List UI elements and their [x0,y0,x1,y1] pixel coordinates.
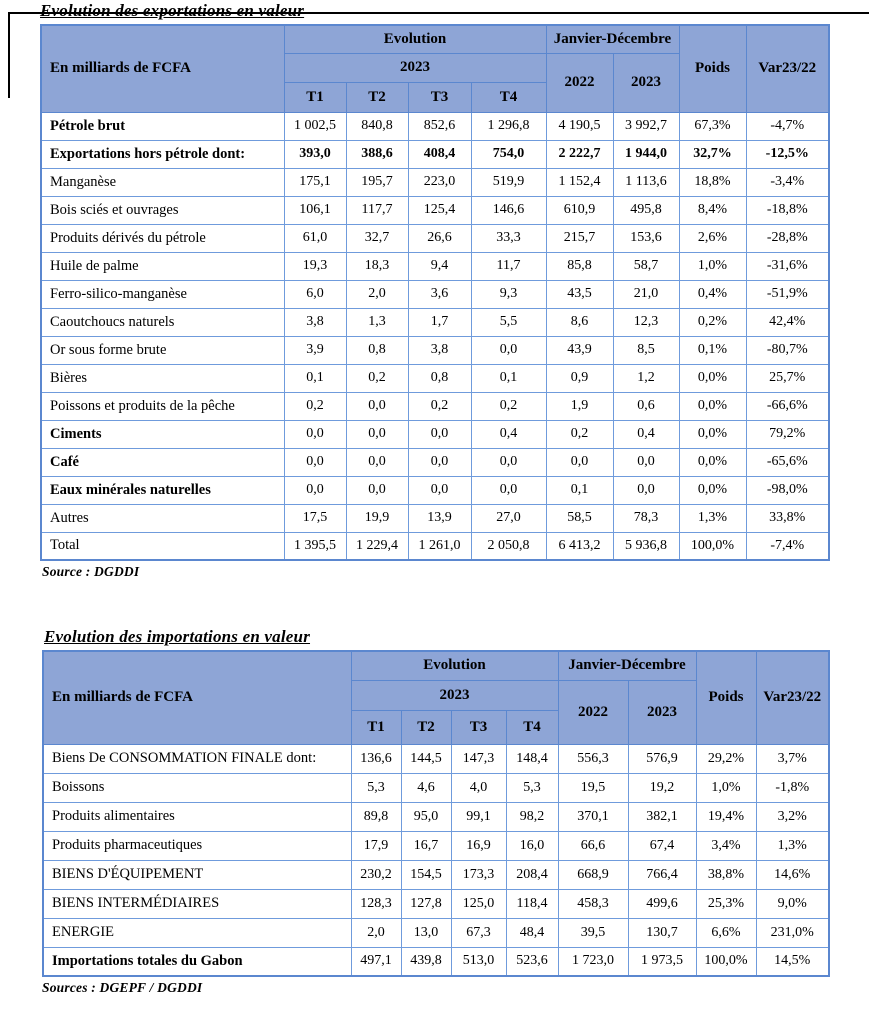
col-header-2023: 2023 [628,680,696,744]
cell-value: 0,1% [679,336,746,364]
cell-value: 388,6 [346,140,408,168]
cell-value: 0,0 [613,448,679,476]
table-row [41,448,829,476]
row-label: ENERGIE [43,918,351,947]
table-row [41,364,829,392]
cell-value: 576,9 [628,744,696,773]
col-header-t2: T2 [346,82,408,112]
cell-value: 0,9 [546,364,613,392]
col-header-year-group: 2023 [284,53,546,82]
cell-value: 67,4 [628,831,696,860]
cell-value: 33,3 [471,224,546,252]
row-label: Autres [41,504,284,532]
cell-value: 136,6 [351,744,401,773]
cell-value: 1,2 [613,364,679,392]
exports-source-note: Source : DGDDI [42,564,140,579]
cell-value: 0,0 [346,420,408,448]
col-header-t1: T1 [284,82,346,112]
cell-value: -7,4% [746,532,829,560]
cell-value: 79,2% [746,420,829,448]
cell-value: 33,8% [746,504,829,532]
cell-value: 408,4 [408,140,471,168]
cell-value: 38,8% [696,860,756,889]
cell-value: 4,6 [401,773,451,802]
row-label: Importations totales du Gabon [43,947,351,976]
row-label: Or sous forme brute [41,336,284,364]
cell-value: 3,9 [284,336,346,364]
cell-value: 19,4% [696,802,756,831]
row-label: Total [41,532,284,560]
cell-value: 17,9 [351,831,401,860]
cell-value: 8,5 [613,336,679,364]
cell-value: 0,0 [346,448,408,476]
col-header-t3: T3 [451,710,506,744]
cell-value: 146,6 [471,196,546,224]
cell-value: 4 190,5 [546,112,613,140]
cell-value: 100,0% [679,532,746,560]
cell-value: 1 944,0 [613,140,679,168]
cell-value: -80,7% [746,336,829,364]
cell-value: 125,4 [408,196,471,224]
cell-value: 6 413,2 [546,532,613,560]
cell-value: 668,9 [558,860,628,889]
cell-value: 21,0 [613,280,679,308]
cell-value: 130,7 [628,918,696,947]
cell-value: 0,6 [613,392,679,420]
cell-value: 215,7 [546,224,613,252]
exports-table-title: Evolution des exportations en valeur [40,1,305,20]
cell-value: 0,1 [546,476,613,504]
row-label: Manganèse [41,168,284,196]
cell-value: 5,3 [351,773,401,802]
cell-value: 2 050,8 [471,532,546,560]
col-header-t4: T4 [471,82,546,112]
cell-value: 0,0 [408,448,471,476]
cell-value: 0,0% [679,392,746,420]
cell-value: 16,9 [451,831,506,860]
cell-value: 0,0 [284,476,346,504]
cell-value: 18,3 [346,252,408,280]
cell-value: 11,7 [471,252,546,280]
exports-table-body [41,112,829,560]
cell-value: 148,4 [506,744,558,773]
row-label: Boissons [43,773,351,802]
col-header-unit: En milliards de FCFA [41,25,284,112]
cell-value: 9,4 [408,252,471,280]
cell-value: 12,3 [613,308,679,336]
table-row [43,802,829,831]
cell-value: 14,5% [756,947,829,976]
cell-value: 61,0 [284,224,346,252]
table-row [43,744,829,773]
cell-value: 58,5 [546,504,613,532]
cell-value: 0,0 [284,420,346,448]
cell-value: 25,7% [746,364,829,392]
cell-value: 1,3% [679,504,746,532]
cell-value: 2,0 [346,280,408,308]
row-label: BIENS INTERMÉDIAIRES [43,889,351,918]
cell-value: 8,6 [546,308,613,336]
cell-value: 5 936,8 [613,532,679,560]
cell-value: 32,7 [346,224,408,252]
cell-value: -18,8% [746,196,829,224]
cell-value: 2,6% [679,224,746,252]
cell-value: 27,0 [471,504,546,532]
row-label: Biens De CONSOMMATION FINALE dont: [43,744,351,773]
table-row [43,860,829,889]
row-label: Produits pharmaceutiques [43,831,351,860]
col-header-t4: T4 [506,710,558,744]
cell-value: 127,8 [401,889,451,918]
col-header-t2: T2 [401,710,451,744]
col-header-poids: Poids [696,651,756,744]
cell-value: -1,8% [756,773,829,802]
row-label: Ciments [41,420,284,448]
table-row [41,196,829,224]
cell-value: 3,2% [756,802,829,831]
cell-value: -4,7% [746,112,829,140]
table-row [41,280,829,308]
col-header-jan-dec: Janvier-Décembre [546,25,679,53]
exports-table-header [41,25,829,112]
cell-value: 497,1 [351,947,401,976]
cell-value: 495,8 [613,196,679,224]
cell-value: 25,3% [696,889,756,918]
cell-value: 0,8 [408,364,471,392]
cell-value: 0,2 [346,364,408,392]
row-label: Bois sciés et ouvrages [41,196,284,224]
cell-value: 3,4% [696,831,756,860]
col-header-var: Var23/22 [756,651,829,744]
cell-value: 3,7% [756,744,829,773]
col-header-2022: 2022 [558,680,628,744]
cell-value: 26,6 [408,224,471,252]
cell-value: 1,0% [696,773,756,802]
cell-value: -65,6% [746,448,829,476]
cell-value: 17,5 [284,504,346,532]
cell-value: 0,0% [679,476,746,504]
table-row [43,947,829,976]
cell-value: 1 002,5 [284,112,346,140]
cell-value: 0,0 [408,420,471,448]
row-label: Poissons et produits de la pêche [41,392,284,420]
cell-value: 16,0 [506,831,558,860]
cell-value: 0,0 [346,392,408,420]
cell-value: 175,1 [284,168,346,196]
cell-value: 9,3 [471,280,546,308]
cell-value: -3,4% [746,168,829,196]
cell-value: 43,5 [546,280,613,308]
row-label: Huile de palme [41,252,284,280]
cell-value: 1 723,0 [558,947,628,976]
cell-value: 3 992,7 [613,112,679,140]
cell-value: 223,0 [408,168,471,196]
cell-value: 393,0 [284,140,346,168]
table-row [43,831,829,860]
cell-value: 66,6 [558,831,628,860]
cell-value: 439,8 [401,947,451,976]
col-header-unit: En milliards de FCFA [43,651,351,744]
cell-value: 19,9 [346,504,408,532]
table-row [41,140,829,168]
cell-value: 5,5 [471,308,546,336]
col-header-2022: 2022 [546,53,613,112]
cell-value: 840,8 [346,112,408,140]
table-row [41,308,829,336]
cell-value: 16,7 [401,831,451,860]
cell-value: 117,7 [346,196,408,224]
cell-value: 0,0 [284,448,346,476]
row-label: Bières [41,364,284,392]
cell-value: 0,0 [408,476,471,504]
cell-value: 513,0 [451,947,506,976]
cell-value: 19,3 [284,252,346,280]
imports-table-title: Evolution des importations en valeur [44,627,311,646]
row-label: Exportations hors pétrole dont: [41,140,284,168]
cell-value: -28,8% [746,224,829,252]
imports-section [0,627,869,996]
table-row [41,420,829,448]
cell-value: 100,0% [696,947,756,976]
col-header-year-group: 2023 [351,680,558,710]
cell-value: 0,4% [679,280,746,308]
cell-value: -66,6% [746,392,829,420]
exports-section [0,1,869,580]
cell-value: 43,9 [546,336,613,364]
cell-value: 58,7 [613,252,679,280]
cell-value: 458,3 [558,889,628,918]
cell-value: 556,3 [558,744,628,773]
row-label: Produits alimentaires [43,802,351,831]
cell-value: 67,3 [451,918,506,947]
cell-value: 0,8 [346,336,408,364]
cell-value: 0,0 [471,476,546,504]
table-row [41,504,829,532]
cell-value: 173,3 [451,860,506,889]
cell-value: 67,3% [679,112,746,140]
cell-value: 19,5 [558,773,628,802]
cell-value: -51,9% [746,280,829,308]
cell-value: 195,7 [346,168,408,196]
col-header-t1: T1 [351,710,401,744]
cell-value: 2,0 [351,918,401,947]
cell-value: 519,9 [471,168,546,196]
col-header-evolution: Evolution [351,651,558,680]
cell-value: 1 113,6 [613,168,679,196]
cell-value: 0,2 [471,392,546,420]
cell-value: 0,2 [546,420,613,448]
cell-value: 0,0 [546,448,613,476]
cell-value: 0,2 [408,392,471,420]
table-row [43,773,829,802]
cell-value: 48,4 [506,918,558,947]
cell-value: 39,5 [558,918,628,947]
cell-value: 1,7 [408,308,471,336]
row-label: Pétrole brut [41,112,284,140]
cell-value: 19,2 [628,773,696,802]
cell-value: 0,1 [284,364,346,392]
row-label: Produits dérivés du pétrole [41,224,284,252]
cell-value: 153,6 [613,224,679,252]
cell-value: 0,0 [471,336,546,364]
cell-value: 85,8 [546,252,613,280]
cell-value: 1 152,4 [546,168,613,196]
cell-value: 610,9 [546,196,613,224]
cell-value: 144,5 [401,744,451,773]
cell-value: 1,3 [346,308,408,336]
row-label: Caoutchoucs naturels [41,308,284,336]
cell-value: 13,0 [401,918,451,947]
exports-table [40,24,830,561]
table-row [43,889,829,918]
cell-value: 14,6% [756,860,829,889]
imports-table-body [43,744,829,976]
cell-value: 754,0 [471,140,546,168]
cell-value: 128,3 [351,889,401,918]
cell-value: 5,3 [506,773,558,802]
cell-value: 231,0% [756,918,829,947]
cell-value: -12,5% [746,140,829,168]
cell-value: 1 261,0 [408,532,471,560]
row-label: Ferro-silico-manganèse [41,280,284,308]
cell-value: 2 222,7 [546,140,613,168]
cell-value: 106,1 [284,196,346,224]
imports-table-header [43,651,829,744]
cell-value: 8,4% [679,196,746,224]
cell-value: 89,8 [351,802,401,831]
col-header-evolution: Evolution [284,25,546,53]
table-row [41,252,829,280]
imports-table [42,650,830,977]
cell-value: 230,2 [351,860,401,889]
cell-value: 766,4 [628,860,696,889]
cell-value: 18,8% [679,168,746,196]
row-label: BIENS D'ÉQUIPEMENT [43,860,351,889]
cell-value: 852,6 [408,112,471,140]
cell-value: 1,3% [756,831,829,860]
table-row [41,392,829,420]
cell-value: 9,0% [756,889,829,918]
row-label: Café [41,448,284,476]
cell-value: 0,2 [284,392,346,420]
cell-value: 29,2% [696,744,756,773]
cell-value: 118,4 [506,889,558,918]
imports-source-note: Sources : DGEPF / DGDDI [42,980,203,995]
col-header-var: Var23/22 [746,25,829,112]
cell-value: 0,1 [471,364,546,392]
table-row [41,168,829,196]
table-row [41,476,829,504]
col-header-2023: 2023 [613,53,679,112]
row-label: Eaux minérales naturelles [41,476,284,504]
cell-value: 0,2% [679,308,746,336]
cell-value: 99,1 [451,802,506,831]
table-row [41,112,829,140]
cell-value: 42,4% [746,308,829,336]
cell-value: 1 229,4 [346,532,408,560]
col-header-poids: Poids [679,25,746,112]
cell-value: 0,0 [346,476,408,504]
cell-value: 1,0% [679,252,746,280]
cell-value: 523,6 [506,947,558,976]
cell-value: 4,0 [451,773,506,802]
cell-value: 0,4 [613,420,679,448]
cell-value: 13,9 [408,504,471,532]
cell-value: 370,1 [558,802,628,831]
cell-value: 32,7% [679,140,746,168]
cell-value: 382,1 [628,802,696,831]
cell-value: 0,0% [679,448,746,476]
cell-value: -31,6% [746,252,829,280]
cell-value: 1 973,5 [628,947,696,976]
cell-value: 6,6% [696,918,756,947]
cell-value: 6,0 [284,280,346,308]
cell-value: 1 296,8 [471,112,546,140]
cell-value: 208,4 [506,860,558,889]
col-header-t3: T3 [408,82,471,112]
cell-value: 499,6 [628,889,696,918]
table-row [41,336,829,364]
table-row [41,532,829,560]
cell-value: 147,3 [451,744,506,773]
cell-value: -98,0% [746,476,829,504]
cell-value: 0,0 [613,476,679,504]
col-header-jan-dec: Janvier-Décembre [558,651,696,680]
table-row [41,224,829,252]
cell-value: 0,0 [471,448,546,476]
cell-value: 95,0 [401,802,451,831]
cell-value: 78,3 [613,504,679,532]
cell-value: 125,0 [451,889,506,918]
cell-value: 0,0% [679,420,746,448]
cell-value: 1 395,5 [284,532,346,560]
cell-value: 3,8 [408,336,471,364]
cell-value: 0,0% [679,364,746,392]
table-row [43,918,829,947]
cell-value: 1,9 [546,392,613,420]
cell-value: 3,8 [284,308,346,336]
cell-value: 98,2 [506,802,558,831]
cell-value: 0,4 [471,420,546,448]
cell-value: 154,5 [401,860,451,889]
cell-value: 3,6 [408,280,471,308]
